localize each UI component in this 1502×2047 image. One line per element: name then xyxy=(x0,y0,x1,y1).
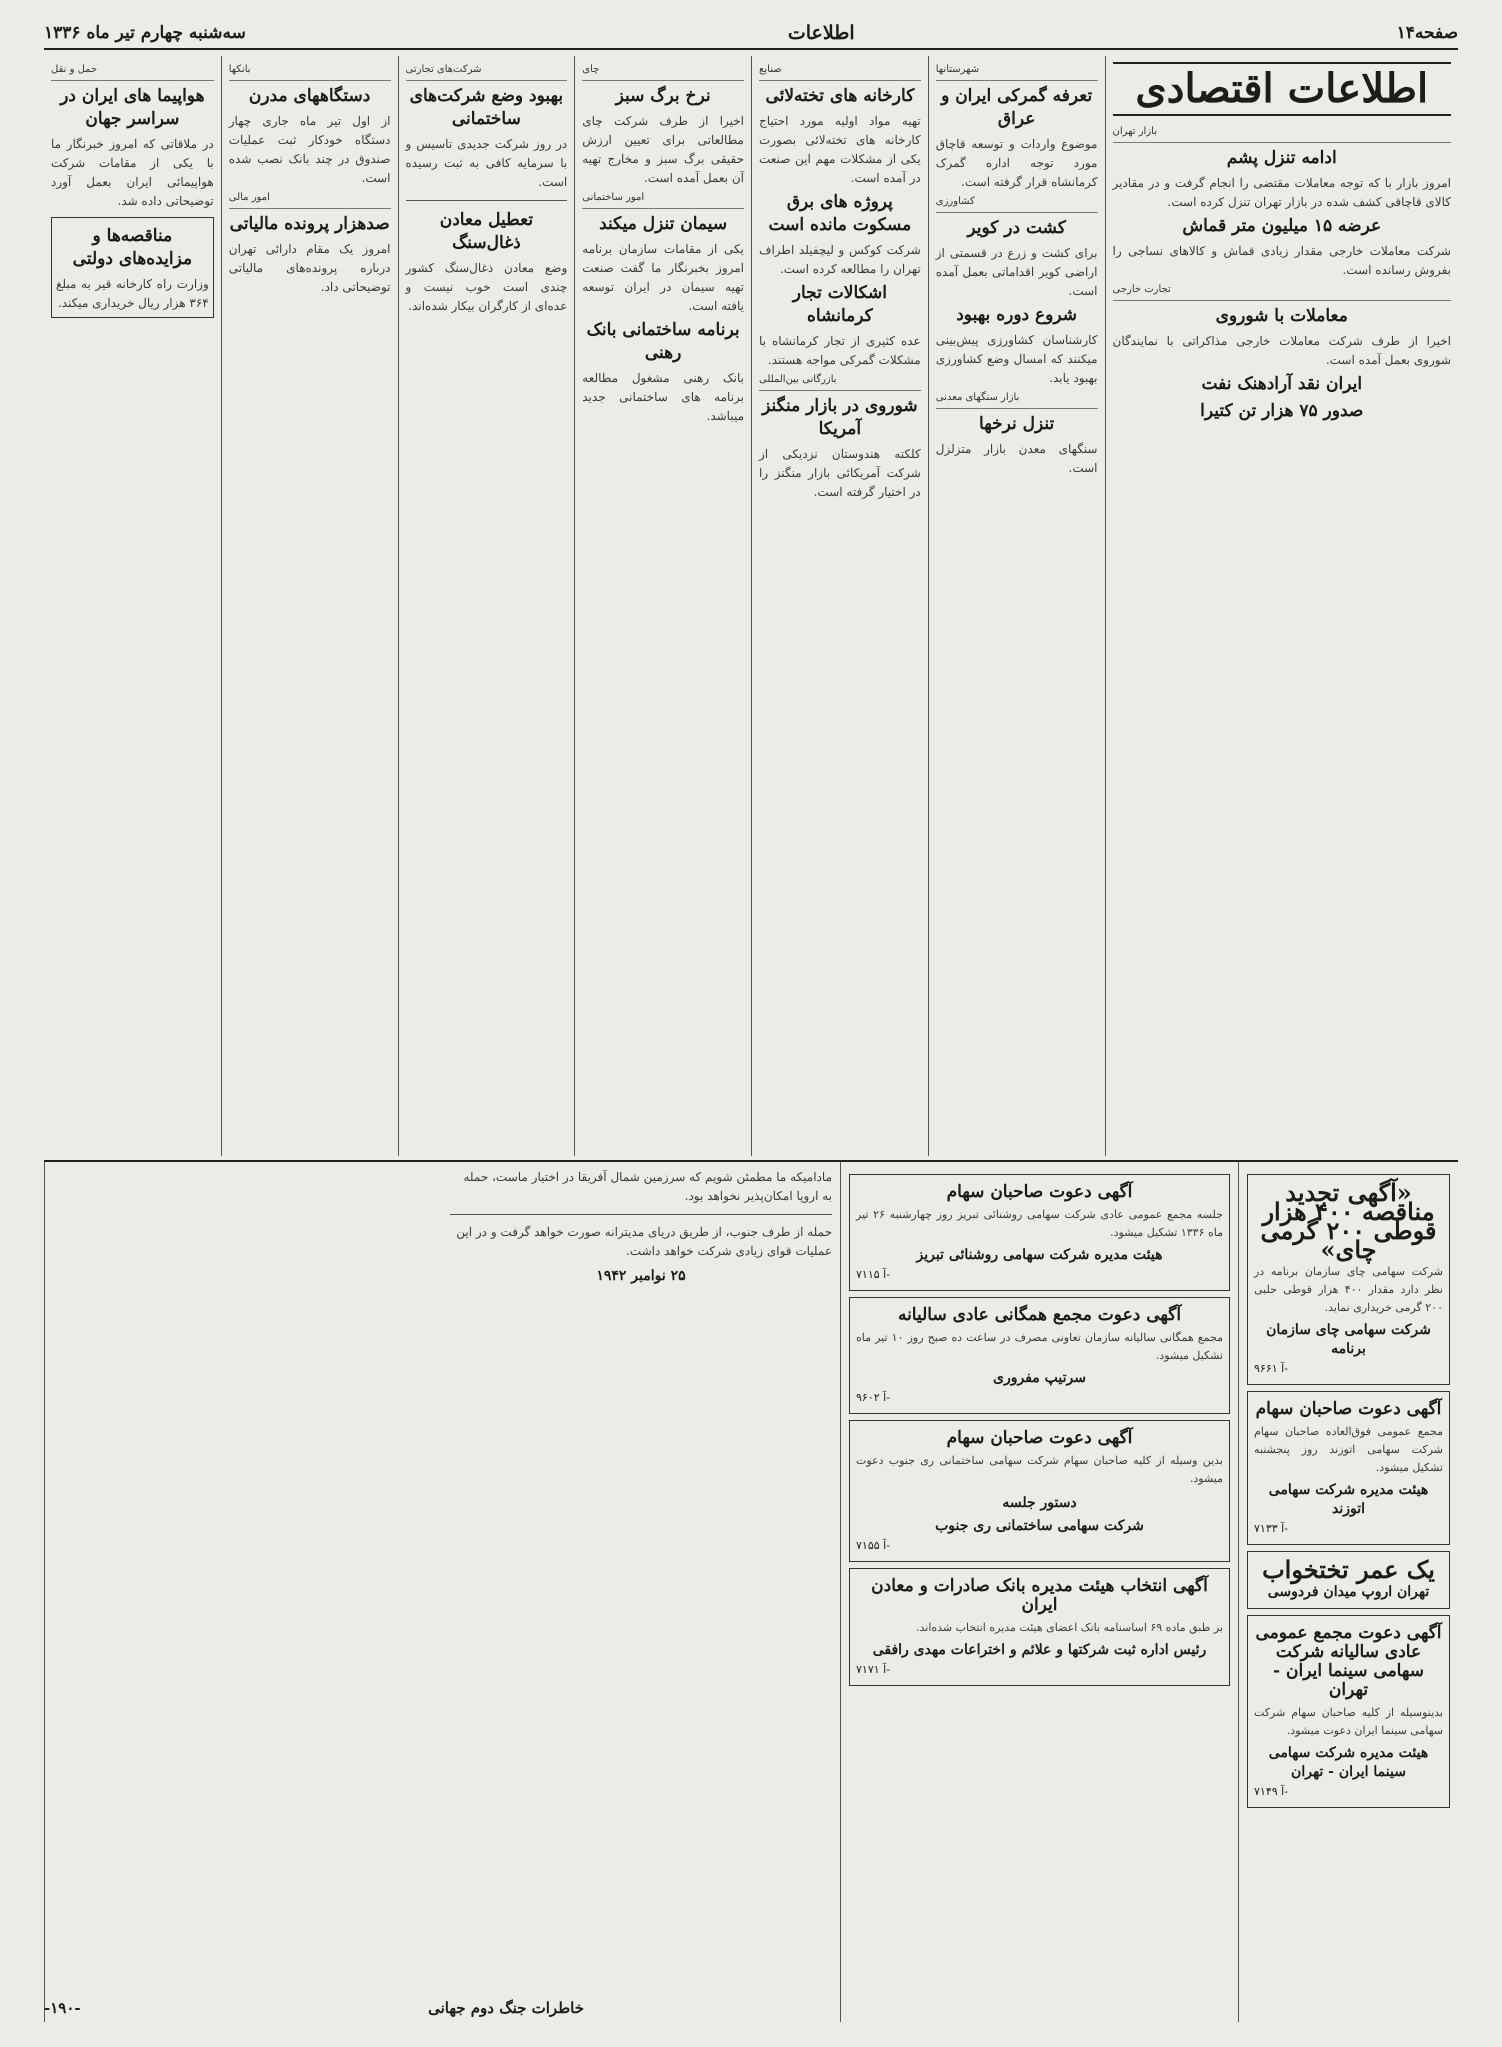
ad-signature: هیئت مدیره شرکت سهامی اتوزند xyxy=(1268,1482,1429,1517)
ad-title: آگهی انتخاب هیئت مدیره بانک صادرات و معادن ایران xyxy=(871,1576,1208,1615)
ads-left-column xyxy=(44,1162,442,2022)
cinema-ad xyxy=(1247,1615,1450,1808)
shareholder-ad xyxy=(849,1174,1230,1291)
column-provinces xyxy=(928,56,1105,1156)
article-headline: ادامه تنزل پشم xyxy=(1226,148,1337,168)
ad-reference: ۷۱۵۵ آ- xyxy=(856,1539,890,1552)
ad-reference: ۷۱۱۵ آ- xyxy=(856,1268,890,1281)
section-tag: امور مالی xyxy=(229,188,391,209)
article-body: یکی از مقامات سازمان برنامه امروز بخبرنگار ما گفت صنعت تهیه سیمان در ایران توسعه یافته است. xyxy=(582,242,744,313)
article-body: عده کثیری از تجار کرمانشاه با مشکلات گمرکی مواجه هستند. xyxy=(759,334,921,367)
article-headline: صدور ۷۵ هزار تن کتیرا xyxy=(1200,401,1364,421)
article-body: از اول تیر ماه جاری چهار دستگاه خودکار ثبت عملیات صندوق در چند بانک نصب شده است. xyxy=(228,114,391,185)
ad-reference: ۹۶۰۲ آ- xyxy=(856,1391,890,1404)
divider xyxy=(406,200,568,201)
bed-ad xyxy=(1247,1551,1450,1609)
article-headline: شوروی در بازار منگنز آمریکا xyxy=(762,396,918,439)
article-body: موضوع واردات و توسعه قاچاق مورد توجه اداره گمرک کرمانشاه قرار گرفته است. xyxy=(935,137,1098,189)
ad-body: بدین وسیله از کلیه صاحبان سهام شرکت سهامی ساختمانی ری جنوب دعوت میشود. xyxy=(856,1454,1223,1485)
shareholder-ad xyxy=(849,1420,1230,1562)
article-body: برای کشت و زرع در قسمتی از اراضی کویر اقداماتی بعمل آمده است. xyxy=(935,246,1098,298)
article-body: بانک رهنی مشغول مطالعه برنامه های ساختمانی جدید میباشد. xyxy=(582,371,744,423)
masthead xyxy=(44,18,1458,50)
article-headline: اشکالات تجار کرمانشاه xyxy=(792,283,887,326)
tender-ad xyxy=(1247,1174,1450,1385)
article-body: امروز یک مقام دارائی تهران درباره پرونده‌های مالیاتی توضیحاتی داد. xyxy=(228,242,391,294)
article-body: سنگهای معدن بازار متزلزل است. xyxy=(935,442,1098,475)
article-headline: معاملات با شوروی xyxy=(1215,306,1348,326)
section-tag: بازار تهران xyxy=(1113,122,1452,143)
bank-board-ad xyxy=(849,1568,1230,1686)
article-body: کارشناسان کشاورزی پیش‌بینی میکنند که امسال وضع کشاورزی بهبود یابد. xyxy=(935,333,1098,385)
ad-signature: شرکت سهامی ساختمانی ری جنوب xyxy=(935,1518,1144,1534)
article-headline: نرخ برگ سبز xyxy=(615,86,711,106)
section-tag: صنایع xyxy=(759,60,921,81)
column-banks xyxy=(221,56,398,1156)
ads-middle-column xyxy=(840,1162,1238,2022)
article-headline: پروژه های برق مسکوت مانده است xyxy=(768,192,912,235)
article-headline: شروع دوره بهبود xyxy=(956,305,1077,325)
column-tea xyxy=(574,56,751,1156)
section-tag: تجارت خارجی xyxy=(1113,280,1452,301)
ad-signature: سرتیپ مفروری xyxy=(993,1370,1086,1386)
article-headline: مناقصه‌ها و مزایده‌های دولتی xyxy=(72,226,193,269)
ad-subhead: دستور جلسه xyxy=(1002,1495,1077,1511)
article-body: اخیرا از طرف شرکت چای مطالعاتی برای تعیین ارزش حقیقی برگ سبز و مخارج تهیه آن بعمل آمده است. xyxy=(582,114,744,185)
article-headline: تعطیل معادن ذغال‌سنگ xyxy=(439,210,534,253)
section-tag: امور ساختمانی xyxy=(582,188,744,209)
paper-name: اطلاعات xyxy=(787,22,855,44)
article-headline: صدهزار پرونده مالیاتی xyxy=(229,214,390,234)
ad-title: یک عمر تختخواب xyxy=(1262,1555,1435,1584)
article-body: وضع معادن ذغال‌سنگ کشور چندی است خوب نیست و عده‌ای از کارگران بیکار شده‌اند. xyxy=(405,261,568,313)
column-transport xyxy=(44,56,221,1156)
section-tag: چای xyxy=(582,60,744,81)
article-body: در روز شرکت جدیدی تاسیس و با سرمایه کافی به ثبت رسیده است. xyxy=(405,137,568,189)
ad-reference: ۷۱۷۱ آ- xyxy=(856,1663,890,1676)
article-body: حمله از طرف جنوب، از طریق دریای مدیترانه صورت خواهد گرفت و در این عملیات قوای زیادی شرکت خواهد داشت. xyxy=(456,1225,832,1258)
article-headline: تعرفه گمرکی ایران و عراق xyxy=(941,86,1093,129)
ad-body: شرکت سهامی چای سازمان برنامه در نظر دارد مقدار ۴۰۰ هزار قوطی حلبی ۲۰۰ گرمی خریداری نماید. xyxy=(1254,1265,1443,1314)
ad-title: آگهی دعوت مجمع همگانی عادی سالیانه xyxy=(897,1305,1182,1325)
upper-columns xyxy=(44,56,1458,1156)
ad-title: آگهی دعوت مجمع عمومی عادی سالیانه شرکت سهامی سینما ایران - تهران xyxy=(1255,1623,1442,1700)
section-title: اطلاعات اقتصادی xyxy=(1113,62,1452,116)
article-body: اخیرا از طرف شرکت معاملات خارجی مذاکراتی با نمایندگان شوروی بعمل آمده است. xyxy=(1112,334,1451,367)
column-economic-news xyxy=(1105,56,1459,1156)
ad-title: آگهی دعوت صاحبان سهام xyxy=(946,1428,1133,1448)
article-body: شرکت کوکس و لیچفیلد اطراف تهران را مطالعه کرده است. xyxy=(759,243,921,276)
ad-body: جلسه مجمع عمومی عادی شرکت سهامی روشنائی تبریز روز چهارشنبه ۲۶ تیر ماه ۱۳۳۶ تشکیل میشود. xyxy=(856,1208,1223,1239)
tenders-box xyxy=(51,217,214,318)
ad-body: بدینوسیله از کلیه صاحبان سهام شرکت سهامی سینما ایران دعوت میشود. xyxy=(1254,1706,1443,1737)
article-headline: برنامه ساختمانی بانک رهنی xyxy=(586,320,740,363)
article-body: مادامیکه ما مطمئن شویم که سرزمین شمال آفریقا در اختیار ماست، حمله به اروپا امکان‌پذیر نخواهد بود. xyxy=(463,1170,832,1203)
memoir-column xyxy=(442,1162,840,2022)
article-body: امروز بازار با که توجه معاملات مقتضی را انجام گرفت و در مقادیر کالای قاچاقی کشف شده در بازار تهران تنزل کرده است. xyxy=(1112,176,1451,209)
series-footer xyxy=(44,1999,584,2017)
section-tag: بازار سنگهای معدنی xyxy=(936,388,1098,409)
ad-reference: ۷۱۴۹ آ- xyxy=(1254,1785,1288,1798)
page-label: صفحه۱۴ xyxy=(1396,23,1458,43)
ad-body: مجمع عمومی فوق‌العاده صاحبان سهام شرکت سهامی اتوزند روز پنجشنبه تشکیل میشود. xyxy=(1254,1425,1443,1474)
ad-title: «آگهی تجدید مناقصه ۴۰۰ هزار قوطی ۲۰۰ گرمی چای» xyxy=(1260,1178,1437,1264)
ad-signature: هیئت مدیره شرکت سهامی سینما ایران - تهران xyxy=(1268,1745,1429,1780)
ad-body: بر طبق ماده ۶۹ اساسنامه بانک اعضای هیئت مدیره انتخاب شده‌اند. xyxy=(915,1621,1223,1634)
article-body: شرکت معاملات خارجی مقدار زیادی قماش و کالاهای نساجی را بفروش رسانده است. xyxy=(1112,244,1451,277)
article-headline: هواپیما های ایران در سراسر جهان xyxy=(60,86,205,129)
article-headline: دستگاههای مدرن xyxy=(248,86,371,106)
article-body: وزارت راه کارخانه قیر به مبلغ ۳۶۴ هزار ریال خریداری میکند. xyxy=(56,277,209,310)
column-companies xyxy=(398,56,575,1156)
article-headline: بهبود وضع شرکت‌های ساختمانی xyxy=(409,86,564,129)
series-title: خاطرات جنگ دوم جهانی xyxy=(428,1999,584,2017)
ad-reference: ۷۱۳۳ آ- xyxy=(1254,1522,1288,1535)
series-number: -۱۹۰- xyxy=(44,1999,81,2017)
ad-signature: شرکت سهامی چای سازمان برنامه xyxy=(1266,1322,1431,1357)
section-tag: شهرستانها xyxy=(936,60,1098,81)
article-headline: سیمان تنزل میکند xyxy=(599,214,728,234)
section-tag: بانکها xyxy=(229,60,391,81)
date-line: ۲۵ نوامبر ۱۹۴۲ xyxy=(596,1268,686,1284)
lower-section xyxy=(44,1160,1458,2022)
divider xyxy=(450,1214,832,1215)
ad-title: آگهی دعوت صاحبان سهام xyxy=(946,1182,1133,1202)
column-industries xyxy=(751,56,928,1156)
ad-title: آگهی دعوت صاحبان سهام xyxy=(1255,1399,1442,1419)
ad-signature: هیئت مدیره شرکت سهامی روشنائی تبریز xyxy=(916,1247,1163,1263)
article-body: کلکته هندوستان نزدیکی از شرکت آمریکائی بازار منگنز را در اختیار گرفته است. xyxy=(759,447,921,499)
ad-body: تهران اروپ میدان فردوسی xyxy=(1267,1584,1430,1600)
section-tag: بازرگانی بین‌المللی xyxy=(759,370,921,391)
issue-date: سه‌شنبه چهارم تیر ماه ۱۳۳۶ xyxy=(44,23,246,43)
article-body: در ملاقاتی که امروز خبرنگار ما با یکی از مقامات شرکت هواپیمائی ایران بعمل آورد توضیحاتی داده شد. xyxy=(51,137,214,208)
article-headline: کشت در کویر xyxy=(967,218,1066,238)
shareholder-ad xyxy=(1247,1391,1450,1545)
ads-right-column xyxy=(1238,1162,1458,2022)
section-tag: حمل و نقل xyxy=(51,60,214,81)
section-tag: کشاورزی xyxy=(936,192,1098,213)
article-headline: کارخانه های تخته‌لائی xyxy=(765,86,915,106)
section-tag: شرکت‌های تجارتی xyxy=(406,60,568,81)
article-headline: عرضه ۱۵ میلیون متر قماش xyxy=(1182,216,1382,236)
article-headline: ایران نقد آرادهنک نفت xyxy=(1201,374,1363,394)
assembly-ad xyxy=(849,1297,1230,1414)
ad-reference: ۹۶۶۱ آ- xyxy=(1254,1362,1288,1375)
ad-signature: رئیس اداره ثبت شرکتها و علائم و اختراعات مهدی رافقی xyxy=(872,1642,1207,1658)
ad-body: مجمع همگانی سالیانه سازمان تعاونی مصرف در ساعت ده صبح روز ۱۰ تیر ماه تشکیل میشود. xyxy=(856,1331,1223,1362)
article-body: تهیه مواد اولیه مورد احتیاج کارخانه های تخته‌لائی بصورت یکی از مشکلات مهم این صنعت در آمده است. xyxy=(759,114,921,185)
article-headline: تنزل نرخها xyxy=(979,414,1055,434)
